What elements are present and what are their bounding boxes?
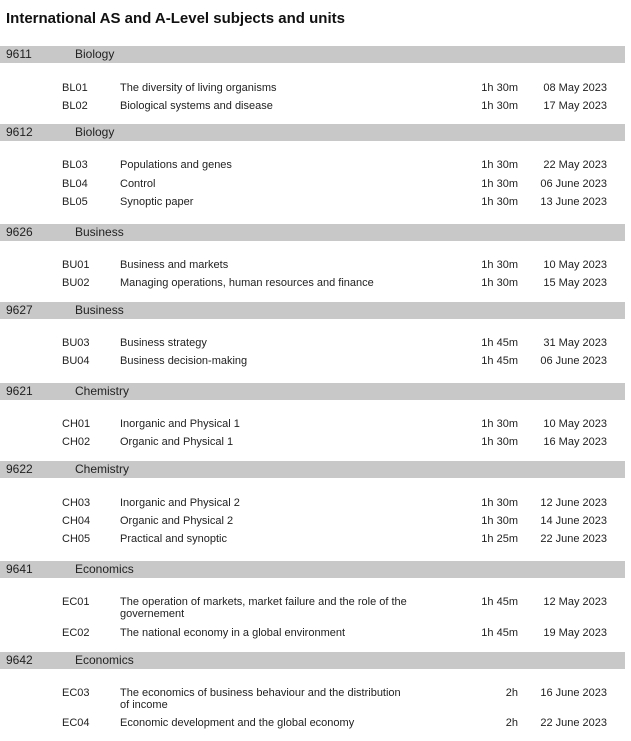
unit-duration: 1h 30m [481, 497, 518, 509]
unit-date: 12 June 2023 [540, 497, 607, 509]
unit-date: 08 May 2023 [543, 82, 607, 94]
unit-row [0, 436, 625, 452]
unit-code: BL05 [62, 196, 88, 208]
unit-duration: 1h 30m [481, 418, 518, 430]
unit-code: EC03 [62, 687, 90, 699]
unit-row [0, 178, 625, 194]
subject-header [0, 652, 625, 669]
unit-duration: 1h 45m [481, 355, 518, 367]
subject-code: 9611 [6, 47, 32, 61]
subject-name: Chemistry [75, 384, 130, 398]
unit-title: Business decision-making [120, 355, 248, 367]
unit-title: The economics of business behaviour and the distribution of income [120, 687, 401, 711]
unit-code: BL02 [62, 100, 88, 112]
unit-date: 31 May 2023 [543, 337, 607, 349]
unit-row [0, 717, 625, 733]
unit-title: Business strategy [120, 337, 207, 349]
subject-name: Economics [75, 562, 134, 576]
unit-title: Biological systems and disease [120, 100, 273, 112]
subject-code: 9621 [6, 384, 33, 398]
unit-duration: 1h 25m [481, 533, 518, 545]
unit-title: The diversity of living organisms [120, 82, 277, 94]
subject-code: 9612 [6, 125, 33, 139]
subject-code: 9627 [6, 303, 33, 317]
unit-code: BU03 [62, 337, 90, 349]
unit-date: 06 June 2023 [540, 178, 607, 190]
unit-code: EC01 [62, 596, 90, 608]
unit-code: CH04 [62, 515, 91, 527]
unit-date: 06 June 2023 [540, 355, 607, 367]
subject-name: Biology [75, 47, 115, 61]
unit-row [0, 277, 625, 293]
unit-date: 22 May 2023 [543, 159, 607, 171]
subject-code: 9622 [6, 462, 33, 476]
unit-code: CH01 [62, 418, 91, 430]
unit-date: 10 May 2023 [543, 418, 607, 430]
unit-duration: 2h [505, 687, 518, 699]
unit-title: Control [120, 178, 156, 190]
unit-row [0, 259, 625, 275]
unit-duration: 1h 30m [481, 82, 518, 94]
unit-code: BU04 [62, 355, 90, 367]
subject-header [0, 461, 625, 478]
unit-row [0, 497, 625, 513]
unit-row [0, 687, 625, 711]
subject-header [0, 46, 625, 63]
unit-code: CH03 [62, 497, 91, 509]
unit-title: Organic and Physical 2 [120, 515, 234, 527]
page-title: International AS and A-Level subjects and units [6, 10, 345, 27]
unit-code: BL01 [62, 82, 88, 94]
subject-name: Business [75, 225, 124, 239]
unit-row [0, 515, 625, 531]
subject-name: Chemistry [75, 462, 130, 476]
unit-title: Managing operations, human resources and finance [120, 277, 374, 289]
subject-code: 9626 [6, 225, 33, 239]
subject-header [0, 561, 625, 578]
unit-row [0, 596, 625, 620]
unit-duration: 2h [505, 717, 518, 729]
unit-duration: 1h 30m [481, 159, 518, 171]
unit-code: CH02 [62, 436, 91, 448]
subject-code: 9642 [6, 653, 33, 667]
unit-row [0, 337, 625, 353]
unit-title: The national economy in a global environment [120, 627, 346, 639]
unit-date: 16 May 2023 [543, 436, 607, 448]
unit-duration: 1h 30m [481, 178, 518, 190]
unit-duration: 1h 45m [481, 627, 518, 639]
unit-row [0, 82, 625, 98]
unit-date: 10 May 2023 [543, 259, 607, 271]
unit-title: The operation of markets, market failure and the role of the governement [120, 596, 407, 620]
unit-row [0, 159, 625, 175]
unit-row [0, 418, 625, 434]
unit-row [0, 196, 625, 212]
unit-title: Populations and genes [120, 159, 232, 171]
unit-title: Economic development and the global economy [120, 717, 355, 729]
subject-header [0, 224, 625, 241]
unit-date: 16 June 2023 [540, 687, 607, 699]
unit-title: Business and markets [120, 259, 229, 271]
subject-header [0, 383, 625, 400]
subject-name: Biology [75, 125, 115, 139]
unit-duration: 1h 30m [481, 436, 518, 448]
unit-code: BU01 [62, 259, 90, 271]
subject-code: 9641 [6, 562, 33, 576]
unit-code: BL04 [62, 178, 88, 190]
subject-name: Economics [75, 653, 134, 667]
unit-duration: 1h 30m [481, 515, 518, 527]
unit-title: Practical and synoptic [120, 533, 227, 545]
unit-code: EC02 [62, 627, 90, 639]
unit-code: CH05 [62, 533, 91, 545]
unit-row [0, 627, 625, 643]
subject-header [0, 302, 625, 319]
unit-date: 17 May 2023 [543, 100, 607, 112]
unit-date: 14 June 2023 [540, 515, 607, 527]
unit-code: BL03 [62, 159, 88, 171]
unit-code: EC04 [62, 717, 90, 729]
unit-duration: 1h 30m [481, 277, 518, 289]
unit-row [0, 100, 625, 116]
unit-date: 12 May 2023 [543, 596, 607, 608]
unit-title: Inorganic and Physical 1 [120, 418, 240, 430]
unit-duration: 1h 30m [481, 259, 518, 271]
unit-duration: 1h 45m [481, 596, 518, 608]
unit-row [0, 533, 625, 549]
unit-duration: 1h 30m [481, 100, 518, 112]
unit-title: Organic and Physical 1 [120, 436, 234, 448]
subject-header [0, 124, 625, 141]
unit-date: 19 May 2023 [543, 627, 607, 639]
unit-duration: 1h 45m [481, 337, 518, 349]
unit-code: BU02 [62, 277, 90, 289]
unit-title: Inorganic and Physical 2 [120, 497, 240, 509]
unit-date: 22 June 2023 [540, 533, 607, 545]
unit-date: 22 June 2023 [540, 717, 607, 729]
unit-date: 13 June 2023 [540, 196, 607, 208]
unit-title: Synoptic paper [120, 196, 194, 208]
unit-duration: 1h 30m [481, 196, 518, 208]
unit-row [0, 355, 625, 371]
unit-date: 15 May 2023 [543, 277, 607, 289]
subject-name: Business [75, 303, 124, 317]
